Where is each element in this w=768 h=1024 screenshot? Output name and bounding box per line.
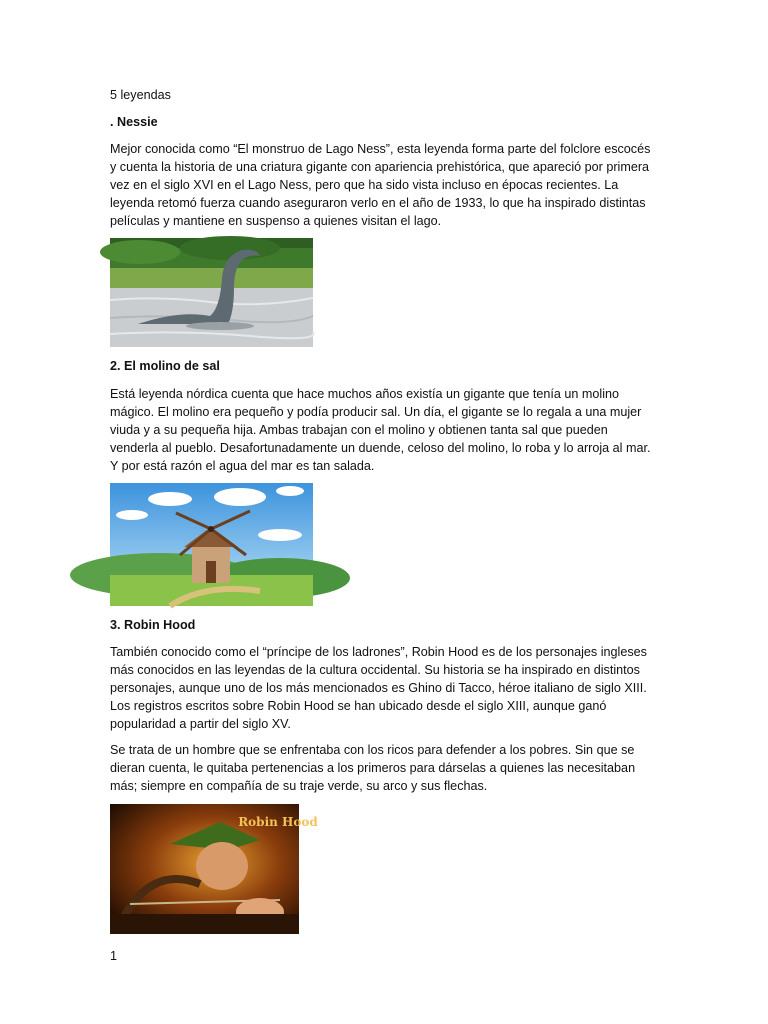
section-paragraph-robin-hood-2: Se trata de un hombre que se enfrentaba con los ricos para defender a los pobres. Sin que se dieran cuenta, le quitaba pertenencias a los primeros para dárselas a quienes las necesitaban más; siempre en compañía de su traje verde, su arco y sus flechas. — [110, 743, 636, 793]
section-paragraph-molino: Está leyenda nórdica cuenta que hace muchos años existía un gigante que tenía un molino mágico. El molino era pequeño y podía producir sal. Un día, el gigante se lo regala a una mujer viuda y a su pequeña hija. Ambas trabajan con el molino y obtienen tanta sal que pueden venderla al pueblo. Desafortunadamente un duende, celoso del molino, lo roba y lo arroja al mar. Y por está razón el agua del mar es tan salada. — [110, 387, 651, 473]
loch-ness-monster-icon — [110, 238, 313, 347]
document-title: 5 leyendas — [110, 88, 171, 102]
section-heading-nessie: . Nessie — [110, 115, 158, 129]
robin-hood-archer-icon — [110, 804, 318, 934]
section-heading-molino: 2. El molino de sal — [110, 359, 220, 373]
section-paragraph-robin-hood-1: También conocido como el “príncipe de los ladrones”, Robin Hood es de los personajes ingleses más conocidos en las leyendas de la cultura occidental. Su historia se ha inspirado en distintos personajes, aunque uno de los más mencionados es Ghino di Tacco, héroe italiano de siglo XIII. Los registros escritos sobre Robin Hood se han ubicado desde el siglo XIII, aunque ganó popularidad a partir del siglo XV. — [110, 645, 647, 731]
poster-title-text: Robin Hood — [238, 815, 318, 829]
section-paragraph-nessie: Mejor conocida como “El monstruo de Lago Ness”, esta leyenda forma parte del folclore escocés y cuenta la historia de una criatura gigante con apariencia prehistórica, que apareció por primera vez en el siglo XVI en el Lago Ness, pero que ha sido vista incluso en épocas recientes. La leyenda retomó fuerza cuando aseguraron verlo en el año de 1933, lo que ha inspirado distintas películas y mantiene en suspenso a quienes visitan el lago. — [110, 142, 651, 228]
section-heading-robin-hood: 3. Robin Hood — [110, 618, 196, 632]
windmill-icon — [110, 483, 313, 606]
page-number: 1 — [110, 949, 118, 963]
